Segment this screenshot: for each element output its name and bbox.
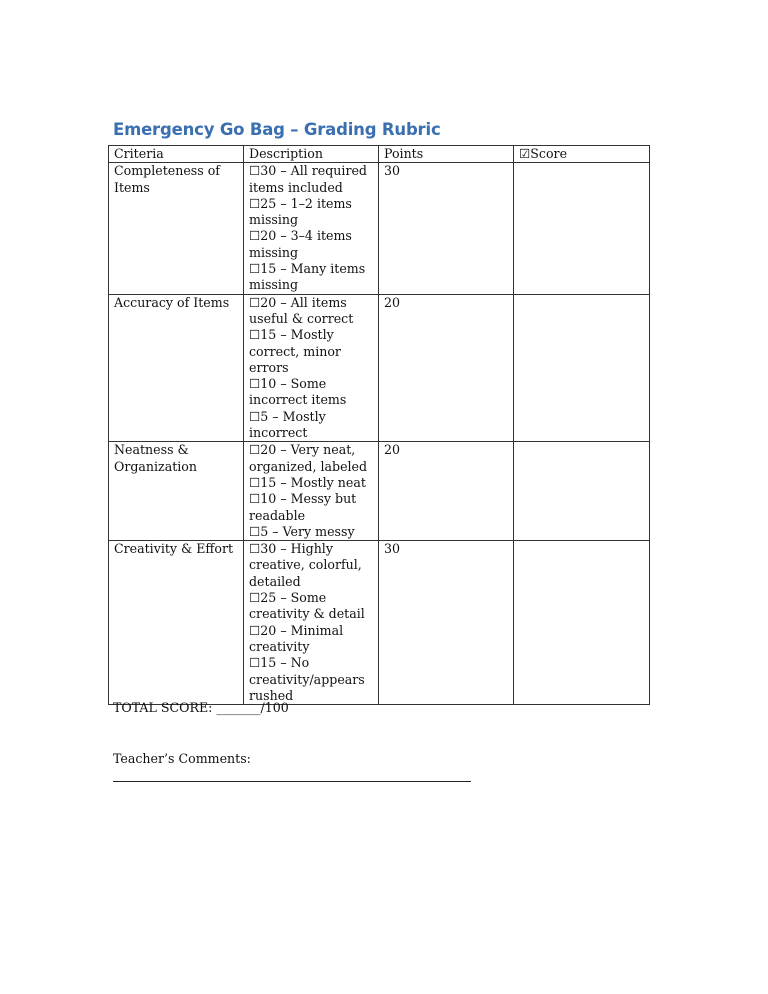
points-cell: 30 [379,541,514,705]
points-cell: 30 [379,163,514,294]
rating-option[interactable]: ☐20 – Very neat, organized, labeled [249,442,368,474]
rating-option[interactable]: ☐30 – Highly creative, colorful, detailed [249,541,362,589]
page-title: Emergency Go Bag – Grading Rubric [113,120,441,139]
header-points: Points [379,146,514,163]
points-cell: 20 [379,442,514,541]
description-cell [244,541,379,705]
header-description: Description [244,146,379,163]
score-cell[interactable] [514,294,650,442]
rating-option[interactable]: ☐5 – Very messy [249,523,355,539]
description-cell [244,294,379,442]
rating-option[interactable]: ☐25 – 1–2 items missing [249,195,352,228]
score-cell[interactable] [514,541,650,705]
rating-option[interactable]: ☐10 – Some incorrect items [249,376,347,408]
header-score: ☑Score [514,146,650,163]
table-header-row [109,146,650,163]
description-cell [244,163,379,294]
rating-option[interactable]: ☐15 – No creativity/appears rushed [249,655,365,703]
criteria-cell: Neatness & Organization [109,442,244,541]
description-cell [244,442,379,541]
rating-option[interactable]: ☐30 – All required items included [249,163,367,195]
rating-option[interactable]: ☐15 – Many items missing [249,261,366,293]
score-cell[interactable] [514,442,650,541]
score-cell[interactable] [514,163,650,294]
total-score: TOTAL SCORE: _______/100 [113,700,289,715]
header-criteria: Criteria [109,146,244,163]
rating-option[interactable]: ☐20 – 3–4 items missing [249,228,352,260]
points-cell: 20 [379,294,514,442]
table-row [109,541,650,705]
criteria-cell: Completeness of Items [109,163,244,294]
rubric-table [108,145,650,705]
table-row [109,163,650,294]
criteria-cell: Creativity & Effort [109,541,244,705]
teacher-comments-label: Teacher’s Comments: [113,751,251,766]
table-row [109,294,650,442]
rating-option[interactable]: ☐10 – Messy but readable [249,491,357,523]
rating-option[interactable]: ☐25 – Some creativity & detail [249,590,365,622]
rating-option[interactable]: ☐15 – Mostly correct, minor errors [249,327,341,375]
comment-line [113,781,471,782]
criteria-cell: Accuracy of Items [109,294,244,442]
rating-option[interactable]: ☐15 – Mostly neat [249,474,366,490]
rating-option[interactable]: ☐20 – Minimal creativity [249,622,344,654]
table-row [109,442,650,541]
rating-option[interactable]: ☐20 – All items useful & correct [249,294,354,326]
rating-option[interactable]: ☐5 – Mostly incorrect [249,408,326,441]
